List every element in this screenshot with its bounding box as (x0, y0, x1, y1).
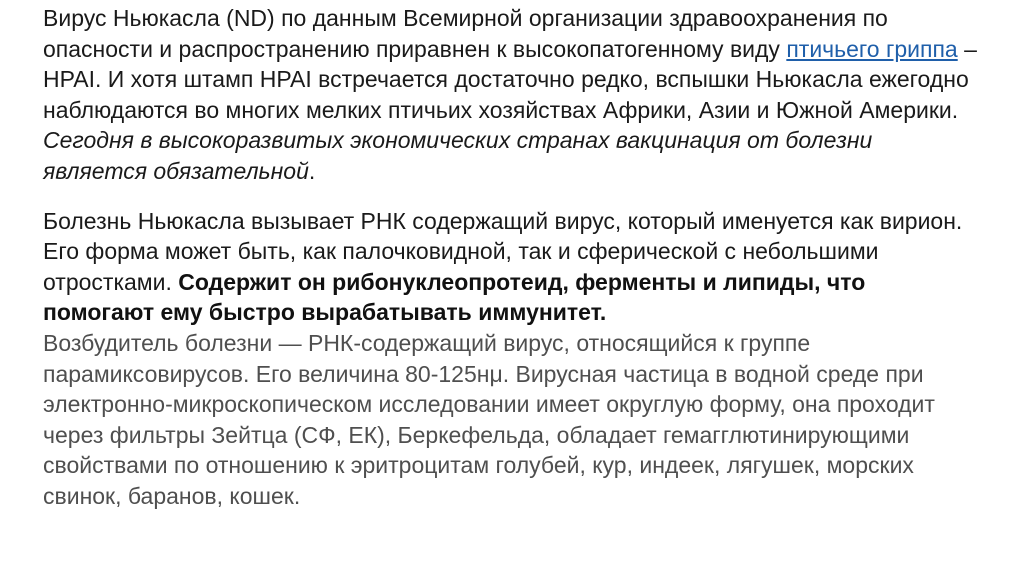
bird-flu-link[interactable]: птичьего гриппа (786, 35, 958, 62)
paragraph-pathogen-details: Возбудитель болезни — РНК-содержащий вирус, относящийся к группе парамиксовирусов. Его величина 80-125нμ. Вирусная частица в водной среде при электронно-микроскопическом исследовании имеет округлую форму, она проходит через фильтры Зейтца (СФ, ЕК), Беркефельда, обладает гемагглютинирующими свойствами по отношению к эритроцитам голубей, кур, индеек, лягушек, морских свинок, баранов, кошек. (43, 329, 935, 509)
paragraph-virus-description (43, 206, 978, 328)
overview-text-end: . (308, 157, 316, 184)
virus-description-text: Болезнь Ньюкасла вызывает РНК содержащий вирус, который именуется как вирион. Его форма может быть, как палочковидной, так и сферической с небольшими отростками. (43, 207, 963, 295)
virus-composition-bold: Содержит он рибонуклеопротеид, ферменты и липиды, что помогают ему быстро вырабатывать иммунитет. (43, 268, 866, 326)
article-body (43, 3, 978, 512)
overview-text-middle: – HPAI. И хотя штамп HPAI встречается достаточно редко, вспышки Ньюкасла ежегодно наблюдаются во многих мелких птичьих хозяйствах Африки, Азии и Южной Америки. (43, 35, 977, 123)
vaccination-note: Сегодня в высокоразвитых экономических странах вакцинация от болезни является обязательной (43, 127, 873, 184)
paragraph-newcastle-overview (43, 3, 978, 187)
overview-text-start: Вирус Ньюкасла (ND) по данным Всемирной организации здравоохранения по опасности и распространению приравнен к высокопатогенному виду (43, 5, 888, 62)
